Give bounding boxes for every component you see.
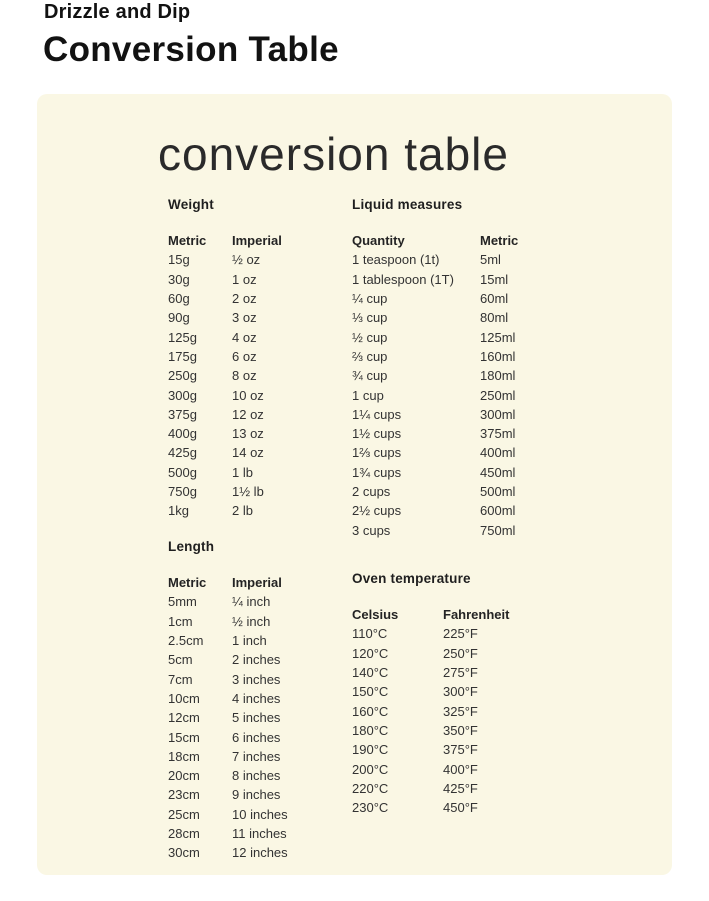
table-cell: 180ml xyxy=(480,368,516,384)
table-row xyxy=(352,308,575,327)
table-row xyxy=(168,727,352,746)
table-row xyxy=(168,689,352,708)
oven-temperature-heading: Oven temperature xyxy=(352,571,471,586)
table-cell: 12 oz xyxy=(232,406,264,422)
section-liquid-measures xyxy=(352,196,575,540)
table-row xyxy=(168,405,352,424)
table-cell: 2 lb xyxy=(232,503,253,519)
table-cell: 1 oz xyxy=(232,271,257,287)
table-header-row xyxy=(352,605,538,624)
table-cell: ¼ cup xyxy=(352,291,388,307)
table-row xyxy=(352,327,575,346)
table-row xyxy=(168,785,352,804)
table-cell: 90g xyxy=(168,310,190,326)
brand-text: Drizzle and Dip xyxy=(44,1,191,23)
table-cell: 175g xyxy=(168,348,197,364)
table-cell: 250g xyxy=(168,368,197,384)
table-cell: 1⅔ cups xyxy=(352,445,402,461)
table-cell: 12 inches xyxy=(232,845,288,861)
table-row xyxy=(168,612,352,631)
table-cell: Fahrenheit xyxy=(443,607,510,623)
table-cell: 140°C xyxy=(352,665,389,681)
table-cell: 7 inches xyxy=(232,748,281,764)
table-row xyxy=(168,843,352,862)
table-row xyxy=(352,759,538,778)
table-cell: ½ inch xyxy=(232,613,271,629)
table-cell: ½ cup xyxy=(352,329,388,345)
table-cell: 325°F xyxy=(443,703,478,719)
table-cell: 1 cup xyxy=(352,387,384,403)
table-cell: 8 inches xyxy=(232,768,281,784)
table-cell: 6 inches xyxy=(232,729,281,745)
table-cell: 400g xyxy=(168,426,197,442)
table-row xyxy=(168,308,352,327)
table-cell: 450ml xyxy=(480,464,516,480)
table-row xyxy=(168,270,352,289)
table-row xyxy=(352,347,575,366)
table-row xyxy=(352,405,575,424)
table-cell: 425g xyxy=(168,445,197,461)
weight-table xyxy=(168,231,352,520)
table-header-row xyxy=(168,573,352,592)
table-row xyxy=(168,347,352,366)
section-length xyxy=(168,538,352,862)
table-cell: 190°C xyxy=(352,742,389,758)
table-cell: 2 cups xyxy=(352,484,391,499)
table-cell: 300g xyxy=(168,387,197,403)
section-weight xyxy=(168,196,352,520)
table-row xyxy=(352,443,575,462)
table-cell: 5 inches xyxy=(232,710,281,726)
table-row xyxy=(168,424,352,443)
table-row xyxy=(168,501,352,520)
table-cell: ⅓ cup xyxy=(352,310,388,326)
table-cell: 6 oz xyxy=(232,348,257,364)
table-row xyxy=(352,701,538,720)
table-cell: Metric xyxy=(168,233,207,249)
table-cell: 10 oz xyxy=(232,387,264,403)
table-cell: 500ml xyxy=(480,484,516,499)
table-row xyxy=(168,482,352,501)
table-cell: 2 inches xyxy=(232,652,281,668)
table-cell: Metric xyxy=(168,575,207,591)
table-row xyxy=(168,766,352,785)
table-cell: 250ml xyxy=(480,387,516,403)
table-cell: 250°F xyxy=(443,645,478,661)
table-cell: 5mm xyxy=(168,594,197,610)
table-cell: 15cm xyxy=(168,729,200,745)
table-cell: 400°F xyxy=(443,761,478,777)
table-row xyxy=(352,682,538,701)
table-cell: 1 inch xyxy=(232,633,267,649)
table-cell: Quantity xyxy=(352,233,405,249)
table-cell: 2½ cups xyxy=(352,503,402,519)
table-row xyxy=(352,798,538,817)
table-row xyxy=(168,327,352,346)
table-cell: 425°F xyxy=(443,780,478,796)
table-cell: 2.5cm xyxy=(168,633,204,649)
table-row xyxy=(352,424,575,443)
table-cell: 8 oz xyxy=(232,368,257,384)
conversion-card xyxy=(37,94,672,875)
table-cell: 1¼ cups xyxy=(352,406,402,422)
table-cell: 200°C xyxy=(352,761,389,777)
table-cell: 350°F xyxy=(443,722,478,738)
table-row xyxy=(352,270,575,289)
table-cell: 15g xyxy=(168,252,190,268)
table-row xyxy=(352,624,538,643)
table-row xyxy=(168,631,352,650)
table-row xyxy=(168,824,352,843)
table-cell: 450°F xyxy=(443,800,478,816)
table-row xyxy=(352,463,575,482)
table-row xyxy=(168,250,352,269)
table-cell: 375°F xyxy=(443,742,478,758)
table-cell: 110°C xyxy=(352,626,388,642)
table-cell: 9 inches xyxy=(232,787,281,803)
table-cell: ½ oz xyxy=(232,252,261,268)
table-cell: 220°C xyxy=(352,780,389,796)
liquid-measures-heading: Liquid measures xyxy=(352,197,463,212)
table-cell: 14 oz xyxy=(232,445,264,461)
section-oven-temperature xyxy=(352,570,538,817)
table-cell: 10cm xyxy=(168,690,200,706)
table-cell: ⅔ cup xyxy=(352,348,388,364)
table-cell: 225°F xyxy=(443,626,478,642)
table-cell: 3 inches xyxy=(232,671,281,687)
table-cell: 300°F xyxy=(443,684,478,700)
table-row xyxy=(168,592,352,611)
table-row xyxy=(352,644,538,663)
table-cell: 1 tablespoon (1T) xyxy=(352,271,454,287)
table-cell: 12cm xyxy=(168,710,200,726)
weight-heading: Weight xyxy=(168,197,214,212)
table-cell: Celsius xyxy=(352,607,399,623)
table-cell: Imperial xyxy=(232,233,282,249)
table-cell: 4 inches xyxy=(232,690,281,706)
table-cell: 30cm xyxy=(168,845,200,861)
card-title: conversion table xyxy=(158,128,509,180)
table-row xyxy=(352,740,538,759)
table-cell: 25cm xyxy=(168,806,200,822)
table-cell: 5ml xyxy=(480,252,501,268)
table-cell: 30g xyxy=(168,271,190,287)
table-row xyxy=(168,805,352,824)
oven-temperature-table xyxy=(352,605,538,817)
table-row xyxy=(352,501,575,520)
table-cell: 180°C xyxy=(352,722,389,738)
table-cell: 1½ cups xyxy=(352,426,402,442)
table-cell: Metric xyxy=(480,233,519,249)
table-cell: 125g xyxy=(168,329,197,345)
liquid-measures-table xyxy=(352,231,575,540)
table-header-row xyxy=(168,231,352,250)
table-cell: 600ml xyxy=(480,503,516,519)
table-row xyxy=(168,669,352,688)
table-cell: 400ml xyxy=(480,445,516,461)
table-header-row xyxy=(352,231,575,250)
table-cell: 1½ lb xyxy=(232,484,264,499)
table-cell: 160ml xyxy=(480,348,516,364)
table-cell: 1 lb xyxy=(232,464,253,480)
table-cell: 5cm xyxy=(168,652,193,668)
table-cell: 2 oz xyxy=(232,291,257,307)
table-cell: 150°C xyxy=(352,684,389,700)
table-cell: 375g xyxy=(168,406,197,422)
table-cell: 15ml xyxy=(480,271,509,287)
table-row xyxy=(352,663,538,682)
table-cell: 750g xyxy=(168,484,197,499)
page-title: Conversion Table xyxy=(43,30,339,69)
table-row xyxy=(168,708,352,727)
table-cell: 10 inches xyxy=(232,806,288,822)
table-cell: 28cm xyxy=(168,826,200,841)
table-row xyxy=(352,289,575,308)
table-cell: 1kg xyxy=(168,503,189,519)
table-cell: Imperial xyxy=(232,575,282,591)
table-cell: 120°C xyxy=(352,645,389,661)
table-cell: 1¾ cups xyxy=(352,464,402,480)
table-cell: 18cm xyxy=(168,748,200,764)
table-row xyxy=(352,520,575,539)
table-row xyxy=(168,289,352,308)
table-cell: 11 inches xyxy=(232,826,287,841)
table-cell: 750ml xyxy=(480,522,516,538)
table-cell: 375ml xyxy=(480,426,516,442)
table-cell: 23cm xyxy=(168,787,200,803)
table-cell: 3 cups xyxy=(352,522,391,538)
table-cell: 125ml xyxy=(480,329,516,345)
table-row xyxy=(168,385,352,404)
table-row xyxy=(168,463,352,482)
table-cell: 300ml xyxy=(480,406,516,422)
length-heading: Length xyxy=(168,539,215,554)
table-cell: 60g xyxy=(168,291,190,307)
table-row xyxy=(168,366,352,385)
table-cell: ¾ cup xyxy=(352,368,388,384)
table-cell: 4 oz xyxy=(232,329,257,345)
table-cell: 80ml xyxy=(480,310,509,326)
table-row xyxy=(352,385,575,404)
table-row xyxy=(352,779,538,798)
table-cell: 7cm xyxy=(168,671,193,687)
table-cell: 13 oz xyxy=(232,426,264,442)
table-cell: ¼ inch xyxy=(232,594,271,610)
table-row xyxy=(168,747,352,766)
table-cell: 275°F xyxy=(443,665,478,681)
table-row xyxy=(168,650,352,669)
table-row xyxy=(352,250,575,269)
table-cell: 160°C xyxy=(352,703,389,719)
table-cell: 1cm xyxy=(168,613,193,629)
table-cell: 20cm xyxy=(168,768,200,784)
table-cell: 230°C xyxy=(352,800,389,816)
length-table xyxy=(168,573,352,862)
table-row xyxy=(168,443,352,462)
table-cell: 60ml xyxy=(480,291,509,307)
table-cell: 500g xyxy=(168,464,197,480)
table-cell: 3 oz xyxy=(232,310,257,326)
table-row xyxy=(352,721,538,740)
table-cell: 1 teaspoon (1t) xyxy=(352,252,440,268)
table-row xyxy=(352,482,575,501)
table-row xyxy=(352,366,575,385)
